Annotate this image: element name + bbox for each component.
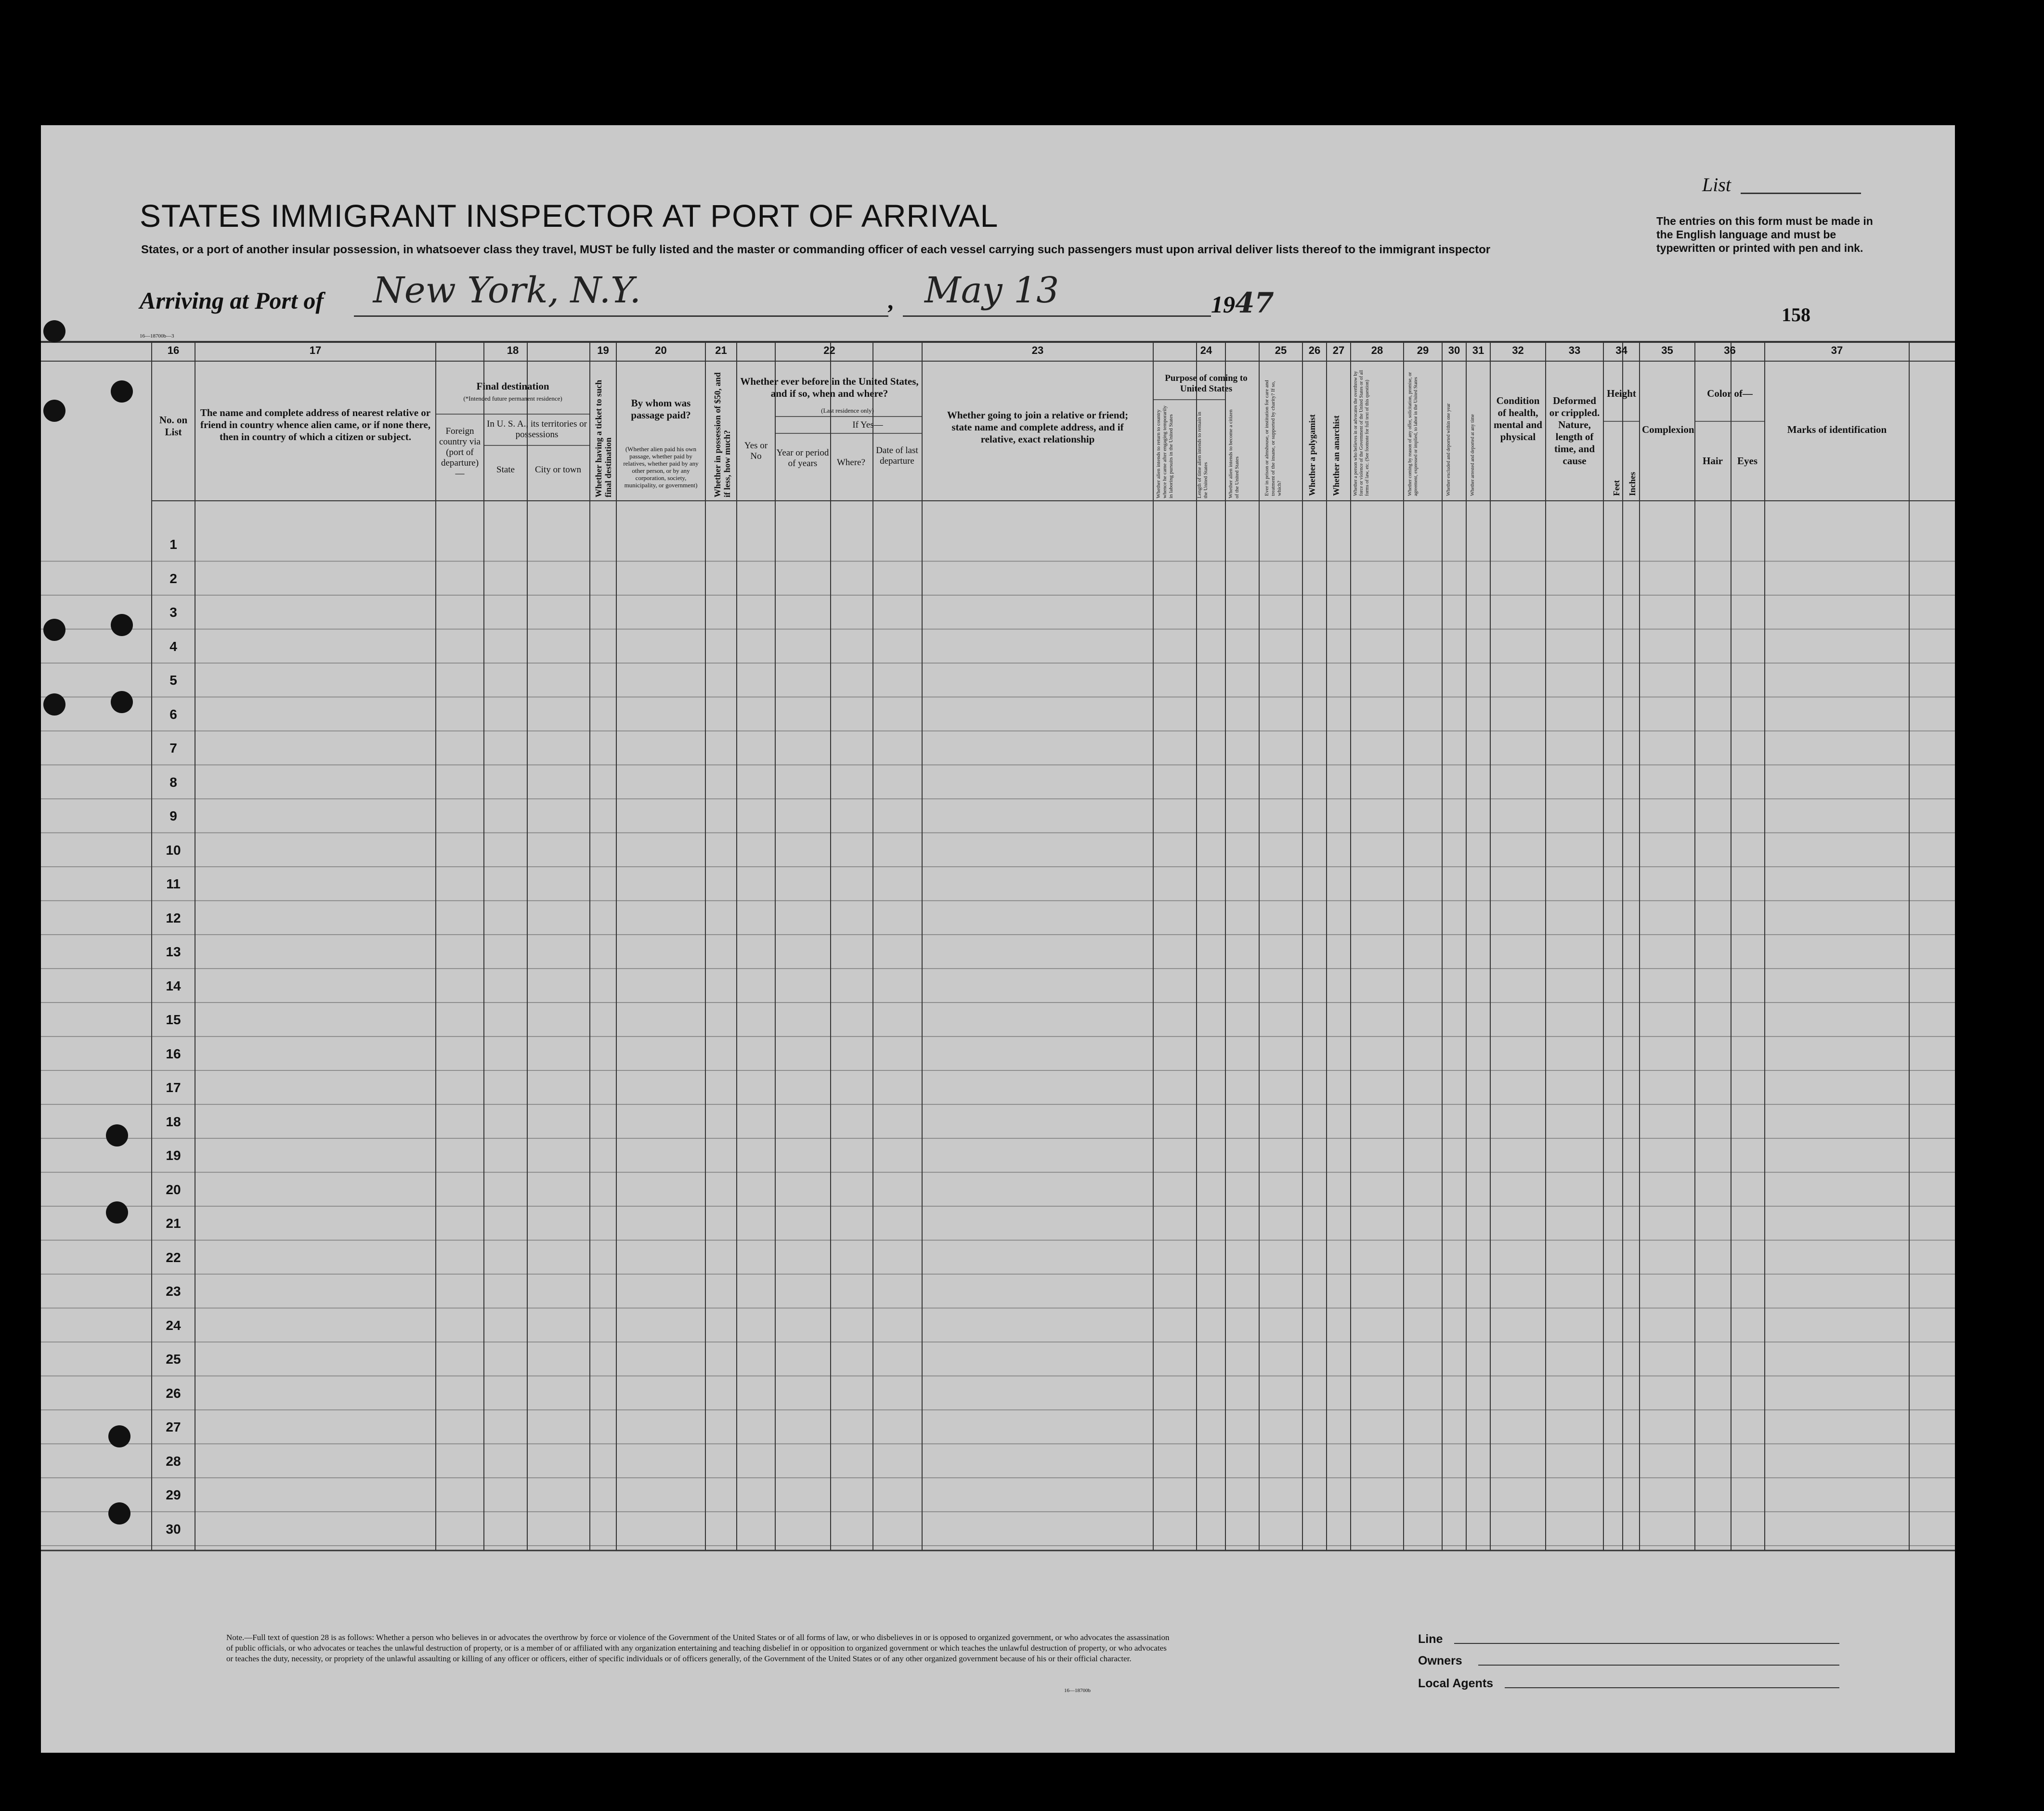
instructions-text: The entries on this form must be made in the English language and must be typewritten or printed with pen and ink. [1656,215,1873,254]
header-health: Condition of health, mental and physical [1494,395,1542,443]
header-nearest-relative: The name and complete address of nearest relative or friend in country whence alien came, or if none there, then in country of which a citizen or subject. [200,407,431,443]
header-excluded: Whether excluded and deported within one year [1446,403,1451,496]
footer-owners-field [1478,1665,1839,1666]
header-arrested: Whether arrested and deported at any time [1470,414,1475,496]
col-num-35: 35 [1661,344,1673,356]
header-going-to-join: Whether going to join a relative or friend; state name and complete address, and if relative, exact relationship [947,409,1129,445]
header-eyes: Eyes [1737,455,1758,467]
header-marks: Marks of identification [1787,424,1887,435]
col-num-33: 33 [1568,344,1581,356]
header-yes-no: Yes or No [744,441,768,461]
col-num-16: 16 [167,344,180,356]
col-num-31: 31 [1472,344,1484,356]
punch-hole [111,691,133,713]
row-number: 1 [169,537,177,552]
page-number: 158 [1782,304,1810,326]
header-passage-paid: By whom was passage paid? [631,397,691,421]
punch-hole [106,1124,128,1147]
punch-hole [108,1425,130,1447]
row-number: 6 [169,706,177,722]
col-num-32: 32 [1512,344,1524,356]
header-complexion: Complexion [1642,424,1694,435]
table-grid [41,125,1955,1753]
row-number: 22 [166,1250,181,1265]
header-final-destination-note: (*Intended future permanent residence) [463,395,562,402]
header-usa: In U. S. A., its territories or possessions [487,419,587,440]
footnote-code: 16—18700b [1064,1688,1091,1694]
col-num-30: 30 [1448,344,1460,356]
footer-agents-label: Local Agents [1418,1677,1494,1690]
punch-hole [111,614,133,636]
row-number: 12 [166,910,181,925]
header-date-departure: Date of last departure [876,445,918,466]
row-number: 5 [169,673,177,688]
row-number: 26 [166,1385,181,1401]
header-purpose-citizen: Whether alien intends to become a citizen of the United States [1228,409,1240,498]
row-number: 19 [166,1148,181,1163]
form-title: STATES IMMIGRANT INSPECTOR AT PORT OF ARRIVAL [140,198,999,234]
date-handwritten: May 13 [924,270,1059,311]
row-number: 29 [166,1487,181,1502]
col-num-21: 21 [715,344,727,356]
row-number: 8 [169,774,177,790]
header-prison: Ever in prison or almshouse, or institution for care and treatment of the insane, or supported by charity? If so, which? [1264,380,1282,496]
punch-hole [111,380,133,403]
header-feet: Feet [1612,480,1621,496]
footer-line-label: Line [1418,1632,1443,1646]
year-prefix-text: 19 [1211,291,1235,318]
footer-owners-label: Owners [1418,1654,1462,1668]
row-number: 4 [169,638,177,654]
header-purpose: Purpose of coming to United States [1165,373,1248,394]
header-city: City or town [534,465,582,475]
header-passage-paid-note: (Whether alien paid his own passage, whether paid by relatives, whether paid by any other person, or by any corporation, society, municipality, or government) [623,445,699,489]
col-num-25: 25 [1275,344,1287,356]
row-number: 23 [166,1284,181,1299]
col-num-24: 24 [1200,344,1212,356]
list-label: List [1702,174,1732,195]
header-hair: Hair [1703,455,1723,467]
header-labor-offer: Whether coming by reason of any offer, solicitation, promise, or agreement, expressed or implied, to labor in the United States [1407,372,1419,496]
col-num-28: 28 [1371,344,1383,356]
col-num-26: 26 [1308,344,1321,356]
form-subtitle: States, or a port of another insular possession, in whatsoever class they travel, MUST be fully listed and the master or commanding officer of each vessel carrying such passengers must upon arrival deliver lists thereof to the immigrant inspector [141,243,1491,256]
header-state: State [496,465,515,475]
row-number: 14 [166,978,181,993]
col-num-36: 36 [1724,344,1736,356]
punch-hole [106,1201,128,1224]
col-num-22: 22 [823,344,835,356]
row-number: 10 [166,842,181,858]
row-number: 13 [166,944,181,959]
year-handwritten: 47 [1235,287,1274,319]
col-num-17: 17 [309,344,322,356]
col-num-37: 37 [1831,344,1843,356]
port-handwritten: New York, N.Y. [373,270,641,311]
col-num-19: 19 [597,344,609,356]
col-num-34: 34 [1615,344,1627,356]
header-if-yes: If Yes— [852,420,883,430]
header-where: Where? [836,457,866,468]
header-anarchist: Whether an anarchist [1331,415,1341,496]
footer-line-field [1454,1643,1839,1644]
row-number: 27 [166,1420,181,1434]
header-foreign-country: Foreign country via (port of departure)— [439,426,481,479]
row-number: 11 [166,876,181,891]
punch-hole [108,1502,130,1524]
row-number: 7 [169,741,177,756]
manifest-sheet [41,125,1955,1753]
header-height: Height [1607,388,1636,399]
punch-hole [43,400,65,422]
row-number: 17 [166,1080,181,1095]
row-number: 30 [166,1521,181,1537]
header-no-on-list: No. on List [159,414,188,438]
footnote-q28: Note.—Full text of question 28 is as follows: Whether a person who believes in or advocates the overthrow by force or violence of the Government of the United States or of all forms of law, or who disbelieves in or is opposed to organized government, or who advocates the assassination of public officials, or who advocates or teaches the unlawful destruction of property, or is a member of or affiliated with any organization entertaining and teaching disbelief in or opposition to organized government or which teaches the unlawful destruction of property, or who advocates or teaches the duty, necessity, or propriety of the unlawful assaulting or killing of any officer or officers, either of specific individuals or of officers generally, of the Government of the United States or of any other organized government because of his or their official character. [226,1633,1170,1663]
header-ticket: Whether having a ticket to such final destination [594,379,613,497]
row-number: 3 [169,605,177,620]
row-number: 16 [166,1046,181,1061]
punch-hole [43,693,65,716]
punch-hole [43,619,65,641]
header-color-of: Color of— [1707,388,1753,399]
footer-agents-field [1505,1687,1839,1688]
col-num-18: 18 [507,344,519,356]
col-num-29: 29 [1417,344,1429,356]
header-overthrow: Whether a person who believes in or advocates the overthrow by force or violence of the Government of the United States or of all forms of law, etc. (See footnote for full text of this question) [1353,370,1370,496]
punch-hole [43,320,65,342]
row-number: 9 [169,808,177,823]
row-number: 28 [166,1453,181,1469]
comma-sep: , [888,287,895,314]
col-num-27: 27 [1332,344,1345,356]
row-number: 18 [166,1114,181,1129]
header-ever-before: Whether ever before in the United States, and if so, when and where? [740,376,919,399]
header-year-period: Year or period of years [776,448,829,469]
col-num-23: 23 [1031,344,1044,356]
arriving-label: Arriving at Port of [140,287,324,314]
row-number: 21 [166,1216,181,1231]
row-number: 20 [166,1182,181,1197]
col-num-20: 20 [655,344,667,356]
form-code: 16—18700b—3 [140,333,174,339]
row-number: 15 [166,1012,181,1027]
header-last-residence-note: (Last residence only) [821,407,874,414]
header-polygamist: Whether a polygamist [1307,414,1317,496]
header-purpose-length: Length of time alien intends to remain in the United States [1197,412,1209,498]
header-inches: Inches [1627,471,1637,496]
row-number: 24 [166,1317,181,1333]
header-deformed: Deformed or crippled. Nature, length of time, and cause [1549,395,1600,467]
row-number: 25 [166,1352,181,1367]
header-purpose-return: Whether alien intends to return to country whence he came after engaging temporarily in laboring pursuits in the United States [1156,405,1174,498]
header-final-destination: Final destination [476,380,549,392]
row-number: 2 [169,571,177,586]
header-possession-50: Whether in possession of $50, and if less, how much? [713,372,732,497]
